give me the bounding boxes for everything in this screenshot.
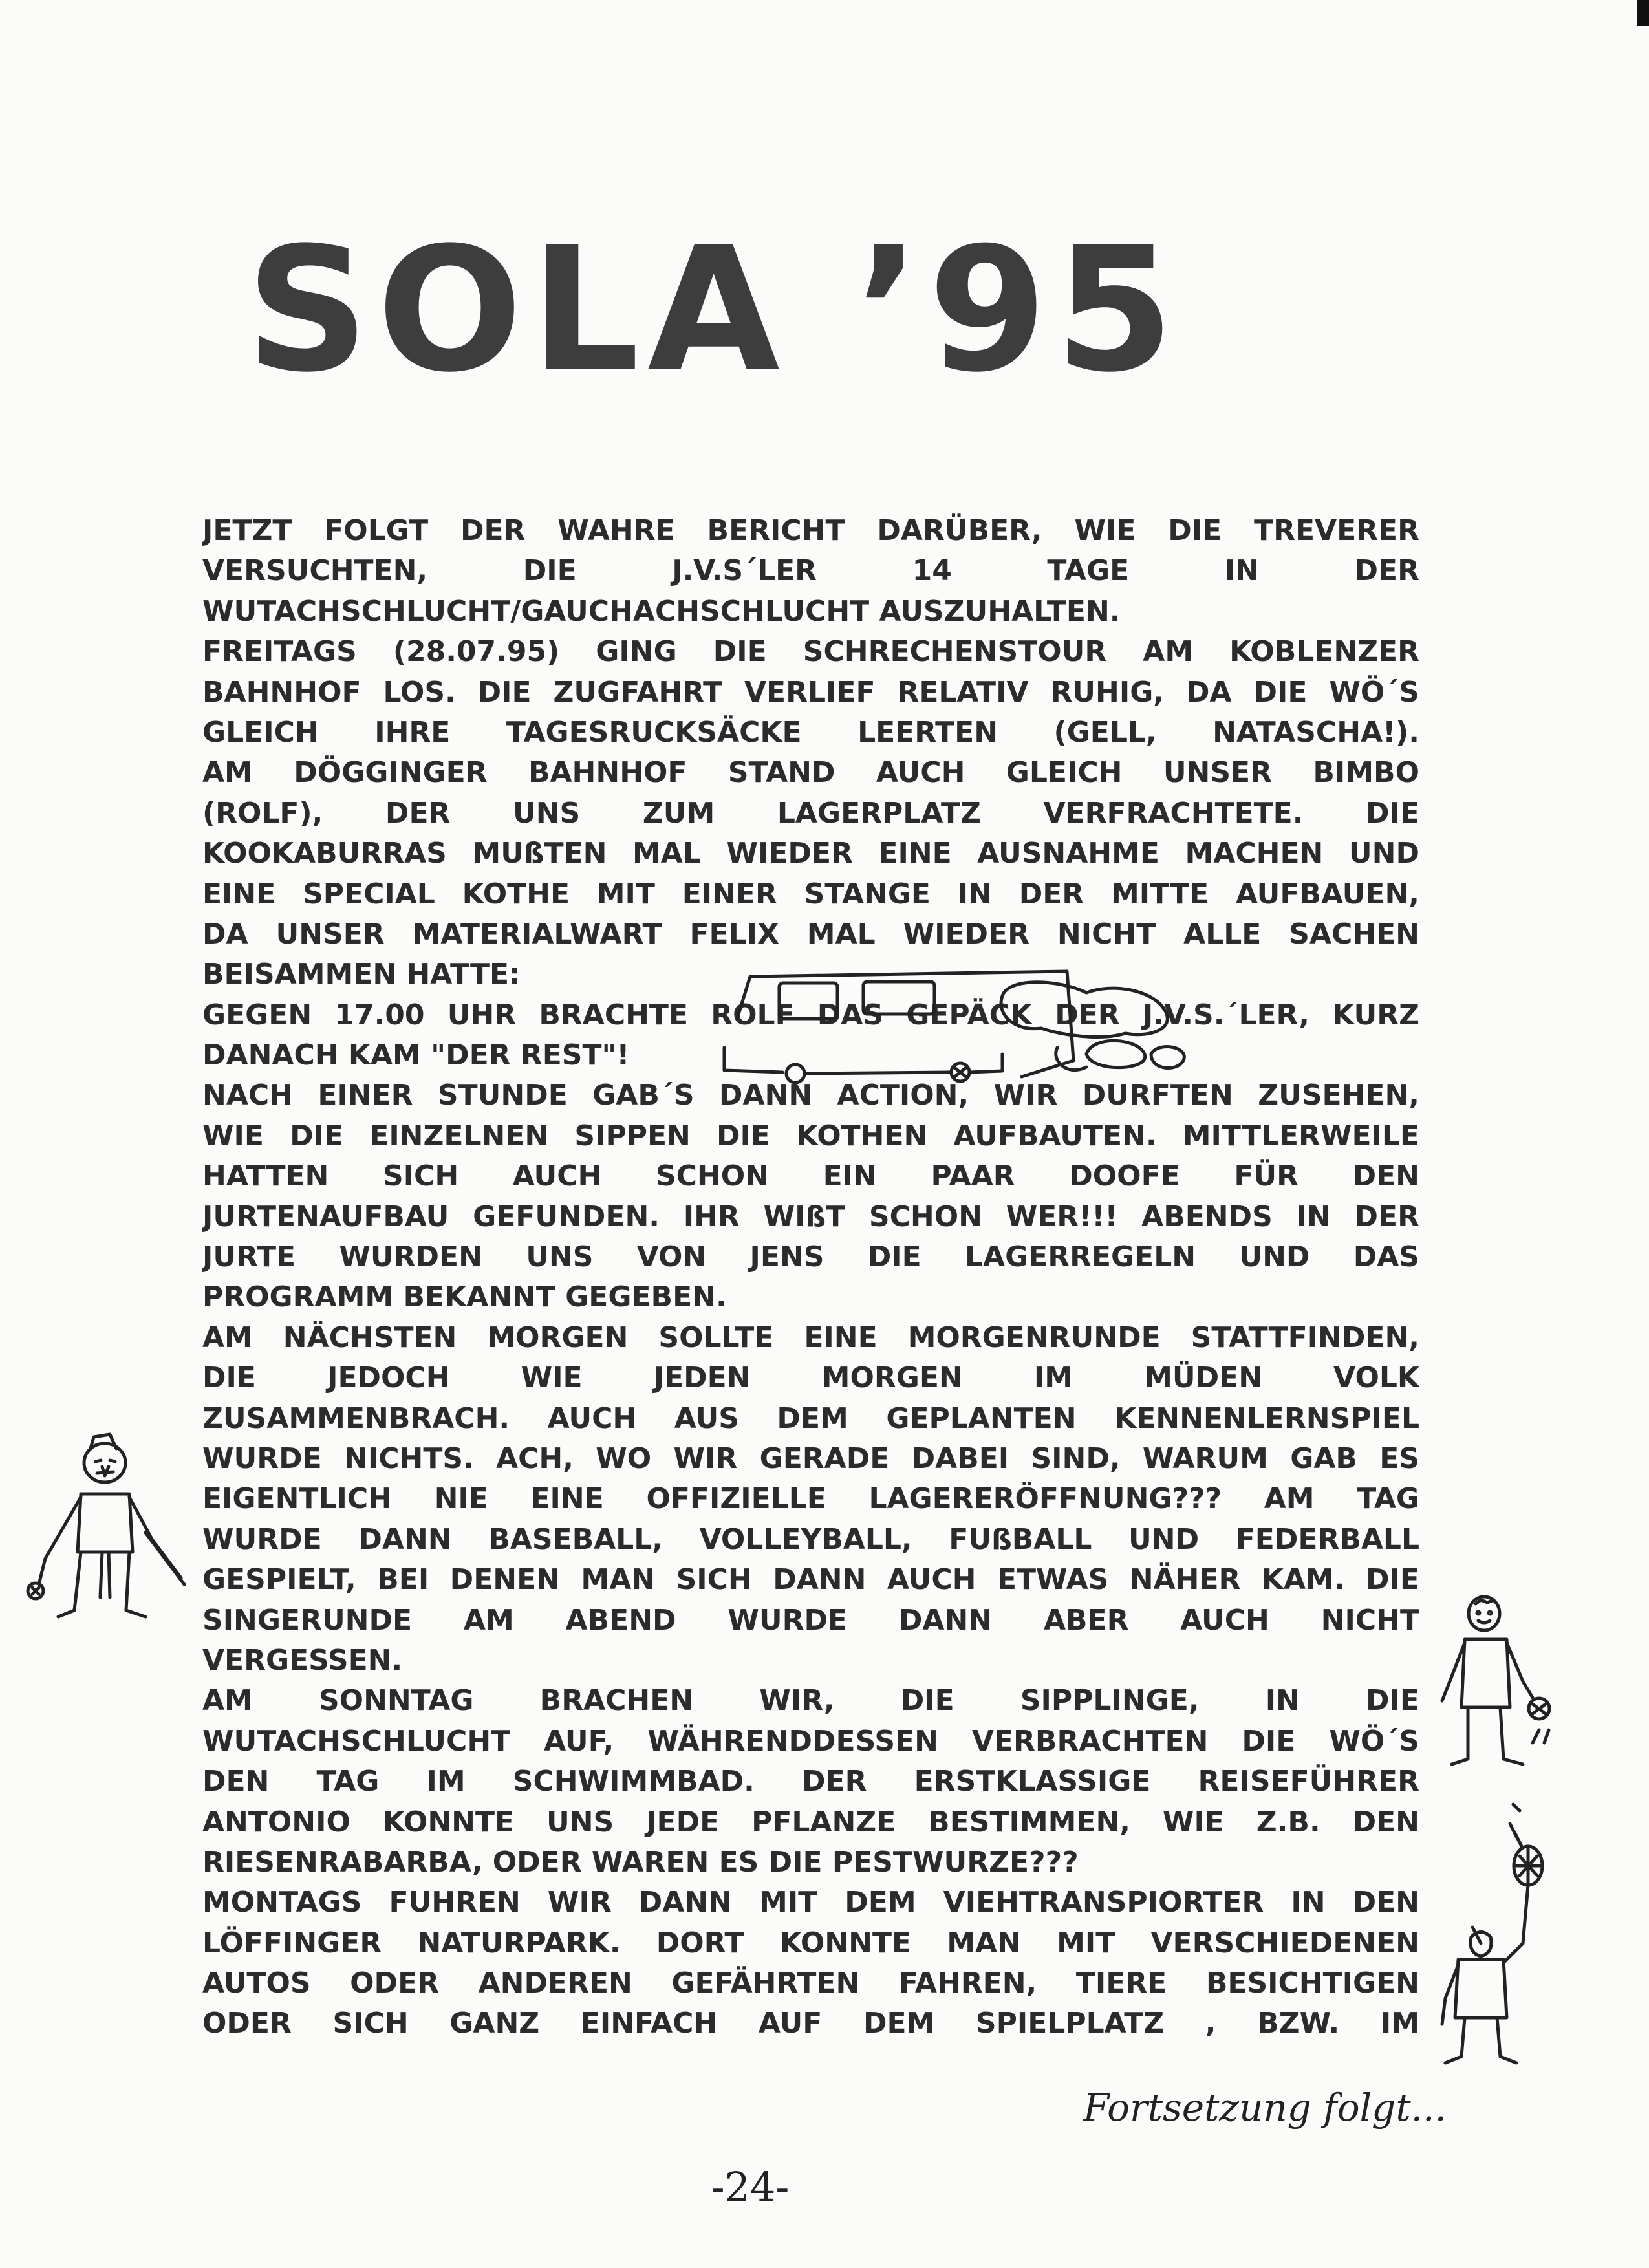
- body-line: AM DÖGGINGER BAHNHOF STAND AUCH GLEICH UNSER BIMBO: [202, 756, 1419, 790]
- body-line: WURDE NICHTS. ACH, WO WIR GERADE DABEI SIND, WARUM GAB ES: [202, 1442, 1419, 1475]
- article-body: [202, 511, 1419, 2044]
- body-line: NACH EINER STUNDE GAB´S DANN ACTION, WIR DURFTEN ZUSEHEN,: [202, 1079, 1419, 1112]
- body-line: JURTE WURDEN UNS VON JENS DIE LAGERREGELN UND DAS: [202, 1240, 1419, 1274]
- body-line: VERGESSEN.: [202, 1643, 403, 1677]
- continuation-note: Fortsetzung folgt...: [1083, 2086, 1447, 2130]
- body-line: WUTACHSCHLUCHT/GAUCHACHSCHLUCHT AUSZUHALTEN.: [202, 594, 1121, 628]
- body-line: JURTENAUFBAU GEFUNDEN. IHR WIßT SCHON WER!!! ABENDS IN DER: [202, 1200, 1419, 1233]
- body-line: LÖFFINGER NATURPARK. DORT KONNTE MAN MIT VERSCHIEDENEN: [202, 1926, 1419, 1960]
- body-line: GESPIELT, BEI DENEN MAN SICH DANN AUCH ETWAS NÄHER KAM. DIE: [202, 1563, 1419, 1597]
- body-line: RIESENRABARBA, ODER WAREN ES DIE PESTWURZE???: [202, 1845, 1079, 1879]
- body-line: DA UNSER MATERIALWART FELIX MAL WIEDER NICHT ALLE SACHEN: [202, 917, 1419, 951]
- page-title: SOLA ’95: [246, 211, 1182, 410]
- body-line: ZUSAMMENBRACH. AUCH AUS DEM GEPLANTEN KENNENLERNSPIEL: [202, 1401, 1419, 1435]
- body-line: PROGRAMM BEKANNT GEGEBEN.: [202, 1280, 727, 1314]
- scan-edge-mark: [1637, 0, 1649, 26]
- page-number: -24-: [711, 2163, 790, 2210]
- body-line: DIE JEDOCH WIE JEDEN MORGEN IM MÜDEN VOLK: [202, 1361, 1419, 1395]
- body-line: GEGEN 17.00 UHR BRACHTE ROLF DAS GEPÄCK DER J.V.S.´LER, KURZ: [202, 998, 1419, 1031]
- body-line: MONTAGS FUHREN WIR DANN MIT DEM VIEHTRANSPIORTER IN DEN: [202, 1886, 1419, 1919]
- body-line: VERSUCHTEN, DIE J.V.S´LER 14 TAGE IN DER: [202, 554, 1419, 588]
- body-line: EINE SPECIAL KOTHE MIT EINER STANGE IN DER MITTE AUFBAUEN,: [202, 877, 1419, 911]
- tennis-player-sketch: [1432, 1798, 1562, 2069]
- body-line: DEN TAG IM SCHWIMMBAD. DER ERSTKLASSIGE REISEFÜHRER: [202, 1765, 1419, 1798]
- truck-sketch: [698, 957, 1190, 1093]
- body-line: EIGENTLICH NIE EINE OFFIZIELLE LAGERERÖFFNUNG??? AM TAG: [202, 1482, 1419, 1516]
- body-line: AM SONNTAG BRACHEN WIR, DIE SIPPLINGE, IN DIE: [202, 1684, 1419, 1718]
- body-line: (ROLF), DER UNS ZUM LAGERPLATZ VERFRACHTETE. DIE: [202, 796, 1419, 830]
- body-line: WUTACHSCHLUCHT AUF, WÄHRENDDESSEN VERBRACHTEN DIE WÖ´S: [202, 1724, 1419, 1758]
- body-line: JETZT FOLGT DER WAHRE BERICHT DARÜBER, WIE DIE TREVERER: [202, 514, 1419, 547]
- body-line: GLEICH IHRE TAGESRUCKSÄCKE LEERTEN (GELL, NATASCHA!).: [202, 715, 1419, 749]
- body-line: BAHNHOF LOS. DIE ZUGFAHRT VERLIEF RELATIV RUHIG, DA DIE WÖ´S: [202, 675, 1419, 709]
- body-line: WURDE DANN BASEBALL, VOLLEYBALL, FUßBALL UND FEDERBALL: [202, 1522, 1419, 1556]
- body-line: WIE DIE EINZELNEN SIPPEN DIE KOTHEN AUFBAUTEN. MITTLERWEILE: [202, 1119, 1419, 1152]
- body-line: DANACH KAM "DER REST"!: [202, 1039, 630, 1072]
- body-line: SINGERUNDE AM ABEND WURDE DANN ABER AUCH NICHT: [202, 1603, 1419, 1637]
- body-line: ANTONIO KONNTE UNS JEDE PFLANZE BESTIMMEN, WIE Z.B. DEN: [202, 1805, 1419, 1839]
- body-line: BEISAMMEN HATTE:: [202, 958, 521, 991]
- body-line: FREITAGS (28.07.95) GING DIE SCHRECHENSTOUR AM KOBLENZER: [202, 635, 1419, 669]
- baseball-player-sketch: [19, 1429, 200, 1636]
- body-line: HATTEN SICH AUCH SCHON EIN PAAR DOOFE FÜR DEN: [202, 1160, 1419, 1193]
- body-line: ODER SICH GANZ EINFACH AUF DEM SPIELPLATZ , BZW. IM: [202, 2007, 1419, 2040]
- body-line: AUTOS ODER ANDEREN GEFÄHRTEN FAHREN, TIERE BESICHTIGEN: [202, 1967, 1419, 2000]
- badminton-player-sketch: [1436, 1591, 1558, 1785]
- body-line: KOOKABURRAS MUßTEN MAL WIEDER EINE AUSNAHME MACHEN UND: [202, 837, 1419, 870]
- body-line: AM NÄCHSTEN MORGEN SOLLTE EINE MORGENRUNDE STATTFINDEN,: [202, 1321, 1419, 1354]
